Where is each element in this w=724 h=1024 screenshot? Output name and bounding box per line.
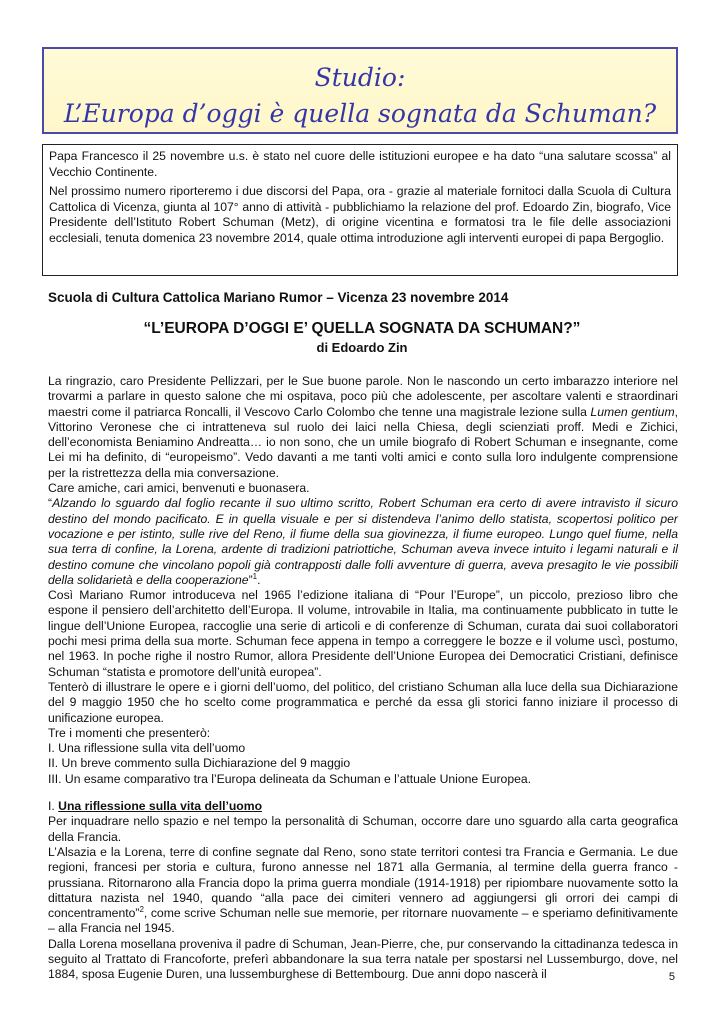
paragraph: Per inquadrare nello spazio e nel tempo la personalità di Schuman, occorre dare uno sguardo alla carta geografica della Francia. bbox=[48, 814, 678, 844]
quote-open: “ bbox=[48, 496, 53, 511]
list-item: III. Un esame comparativo tra l’Europa delineata da Schuman e l’attuale Unione Europea. bbox=[48, 771, 532, 786]
school-line: Scuola di Cultura Cattolica Mariano Rumor – Vicenza 23 novembre 2014 bbox=[48, 290, 509, 305]
footnote-ref: 1 bbox=[252, 571, 258, 581]
banner-subheading: L’Europa d’oggi è quella sognata da Schuman? bbox=[63, 99, 657, 128]
paragraph: Dalla Lorena mosellana proveniva il padre di Schuman, Jean-Pierre, che, pur conservando la cittadinanza tedesca in seguito al Trattato di Francoforte, preferì abbandonare la sua terra natale per spostarsi nel Lussemburgo, dove, nel 1884, sposa Eugenie Duren, una lussemburghese di Bettembourg. Due anni dopo nascerà il bbox=[48, 936, 678, 982]
title-banner bbox=[42, 47, 678, 134]
section-heading bbox=[48, 799, 678, 814]
paragraph: Tenterò di illustrare le opere e i giorni dell’uomo, del politico, del cristiano Schuman alla luce della sua Dichiarazione del 9 maggio 1950 che ho scelto come programmatica e perché da essa gli storici fanno iniziare il processo di unificazione europea. bbox=[48, 679, 678, 725]
intro-box bbox=[42, 144, 678, 276]
list-item: I. Una riflessione sulla vita dell’uomo bbox=[48, 741, 246, 756]
text: , come scrive Schuman nelle sue memorie, per ritornare nuovamente – e speriamo definitivamente – alla Francia nel 1945. bbox=[48, 906, 678, 936]
quote-close: ” bbox=[248, 572, 253, 587]
intro-paragraph: Nel prossimo numero riporteremo i due discorsi del Papa, ora - grazie al materiale fornitoci dalla Scuola di Cultura Cattolica di Vicenza, giunta al 107° anno di attività - pubblichiamo la relazione del prof. Edoardo Zin, biografo, Vice Presidente dell’Istituto Robert Schuman (Metz), di origine vicentina e formatosi tra le file delle associazioni ecclesiali, tenuta domenica 23 novembre 2014, quale ottima introduzione agli interventi europei di papa Bergoglio. bbox=[49, 184, 671, 245]
page-number: 5 bbox=[668, 971, 675, 983]
paragraph bbox=[48, 845, 678, 937]
article-title: “L’EUROPA D’OGGI E’ QUELLA SOGNATA DA SCHUMAN?” bbox=[143, 320, 581, 337]
list-item: II. Un breve commento sulla Dichiarazione del 9 maggio bbox=[48, 756, 351, 771]
text: La ringrazio, caro Presidente Pellizzari, per le Sue buone parole. Non le nascondo un certo imbarazzo interiore nel trovarmi a parlare in questo salone che mi ospitava, poco più che adolescente, per ascoltare valenti e straordinari maestri come il patriarca Roncalli, il Vescovo Carlo Colombo che tenne una magistrale lezione sulla bbox=[48, 374, 678, 419]
italic-text: Lumen gentium bbox=[590, 404, 675, 419]
paragraph bbox=[48, 374, 678, 481]
paragraph: Così Mariano Rumor introduceva nel 1965 l’edizione italiana di “Pour l’Europe”, un piccolo, prezioso libro che espone il pensiero dell’architetto dell’Europa. Il volume, introvabile in Italia, ma continuamente pubblicato in tutte le lingue dell’Unione Europea, raccoglie una serie di articoli e di conferenze di Schuman, curata dai suoi collaboratori pochi mesi prima della sua morte. Schuman fece appena in tempo a correggere le bozze e il volume uscì, postumo, nel 1963. In poche righe il nostro Rumor, allora Presidente dell’Unione Europea dei Democratici Cristiani, definisce Schuman “statista e promotore dell’unità europea”. bbox=[48, 588, 678, 679]
banner-heading: Studio: bbox=[314, 63, 406, 92]
quote-text: Alzando lo sguardo dal foglio recante il suo ultimo scritto, Robert Schuman era certo di avere intravisto il sicuro destino del mondo pacificato. E in quella visuale e per si distendeva l’animo dello statista, scopertosi politico per vocazione e per istinto, sulle rive del Reno, il fiume della sua giovinezza, il fiume europeo. Lungo quel fiume, nella sua terra di confine, la Lorena, ardente di tradizioni patriottiche, Schuman aveva invece intuito i legami naturali e il destino comune che vincolano popoli già contrapposti dalle folli avventure di guerra, aveva presagito le vie possibili della solidarietà e della cooperazione bbox=[48, 496, 678, 587]
section-number: I. bbox=[48, 799, 59, 814]
text: , Vittorino Veronese che ci intratteneva sul ruolo dei laici nella Chiesa, degli scienziati proff. Medi e Zichici, dell’economista Beniamino Andreatta… io non sono, che un umile biografo di Robert Schuman e insegnante, come Lei mi ha definito, di “europeismo”. Vedo davanti a me tanti volti amici e conto sulla loro indulgente comprensione per la ristrettezza della mia conversazione. bbox=[48, 404, 678, 480]
paragraph: Tre i momenti che presenterò: bbox=[48, 725, 211, 740]
text: L’Alsazia e la Lorena, terre di confine segnate dal Reno, sono state territori contesi tra Francia e Germania. Le due regioni, francesi per storia e cultura, furono annesse nel 1871 alla Germania, al termine della guerra franco -prussiana. Ritornarono alla Francia dopo la prima guerra mondiale (1914-1918) per ripiombare nuovamente sotto la dittatura nazista nel 1940, quando “alla pace dei cimiteri vennero ad aggiungersi gli orrori dei campi di concentramento” bbox=[48, 844, 678, 921]
intro-paragraph: Papa Francesco il 25 novembre u.s. è stato nel cuore delle istituzioni europee e ha dato “una salutare scossa” al Vecchio Continente. bbox=[49, 149, 671, 179]
paragraph: Care amiche, cari amici, benvenuti e buonasera. bbox=[48, 481, 310, 496]
text: . bbox=[257, 572, 261, 587]
footnote-ref: 2 bbox=[139, 905, 144, 915]
article-body bbox=[48, 374, 678, 983]
article-author: di Edoardo Zin bbox=[316, 340, 408, 355]
quote-paragraph bbox=[48, 496, 678, 588]
section-title: Una riflessione sulla vita dell’uomo bbox=[58, 799, 263, 814]
